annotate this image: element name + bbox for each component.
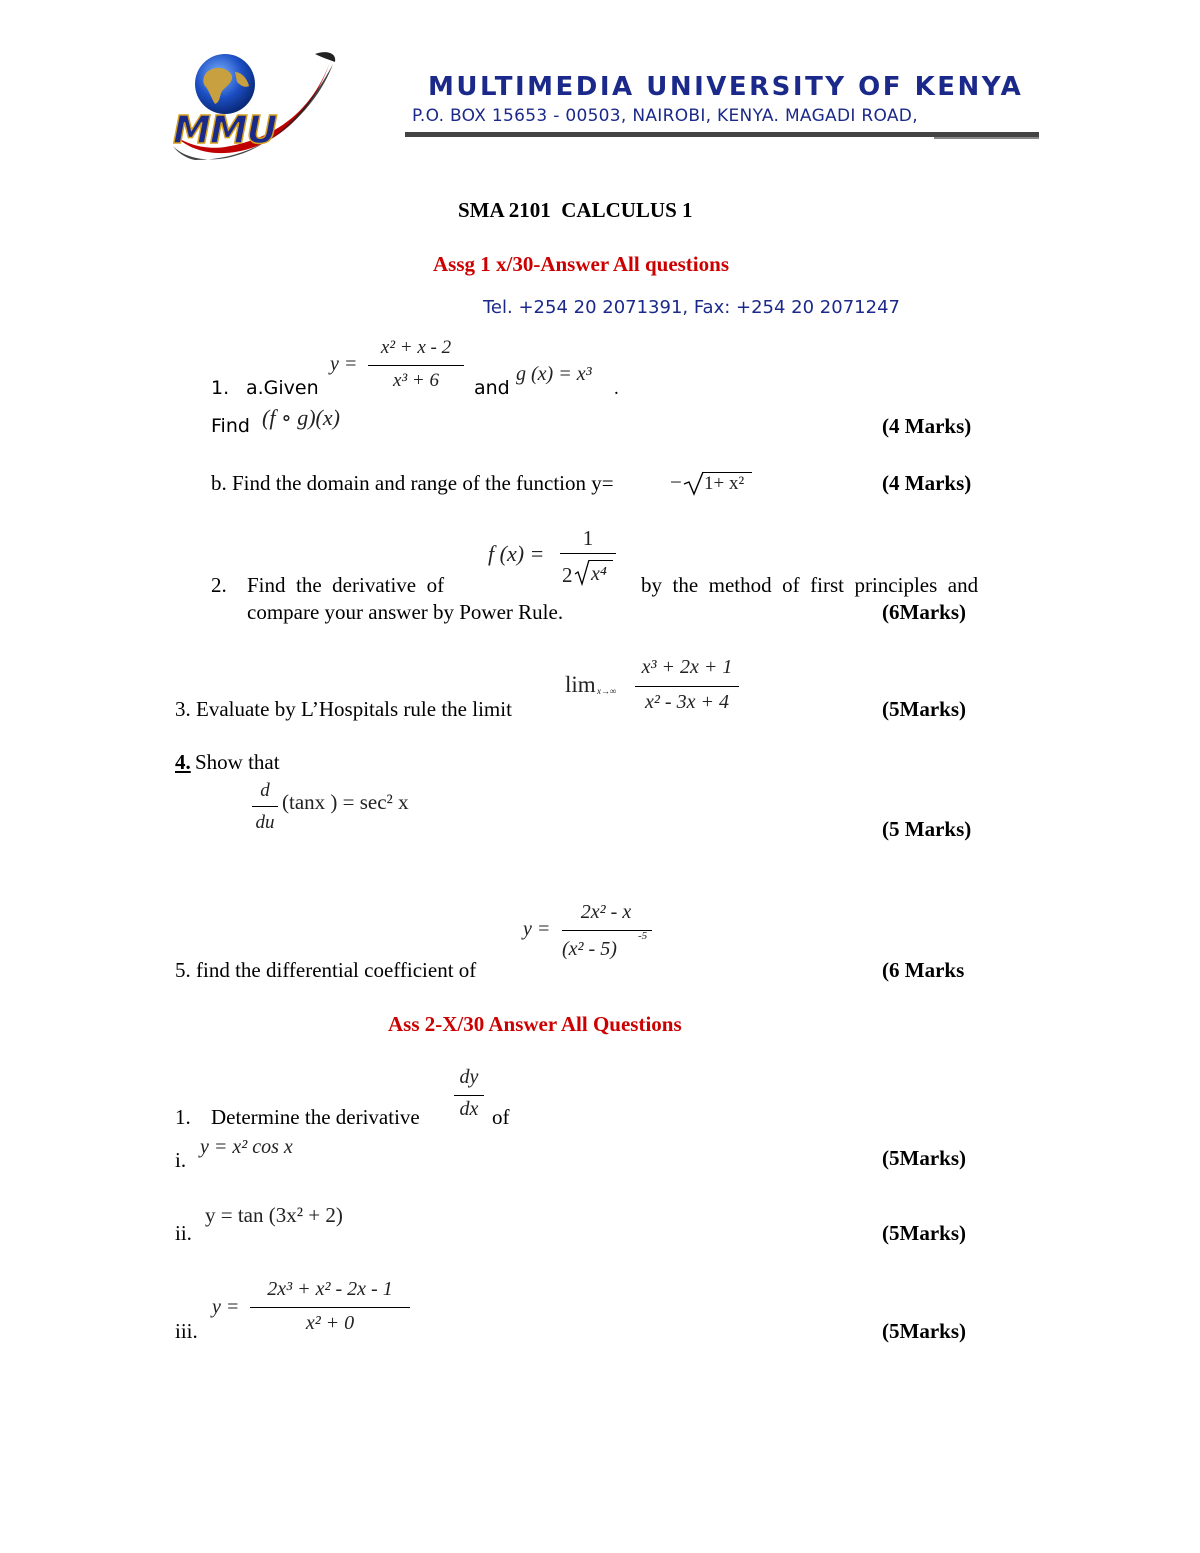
university-logo bbox=[165, 42, 345, 172]
q1a-y-eq: y = bbox=[330, 353, 358, 375]
q3-lim: lim bbox=[565, 672, 596, 697]
q4-marks: (5 Marks) bbox=[882, 817, 972, 841]
course-title: SMA 2101 CALCULUS 1 bbox=[458, 198, 693, 222]
q3-marks: (5Marks) bbox=[882, 697, 966, 721]
q1a-bar bbox=[368, 365, 464, 366]
q2-den-radicand: x⁴ bbox=[591, 563, 607, 585]
q1a-given: a.Given bbox=[246, 377, 319, 399]
q2-num: 1 bbox=[582, 526, 594, 550]
assignment2-title: Ass 2-X/30 Answer All Questions bbox=[388, 1012, 682, 1036]
contact-line: Tel. +254 20 2071391, Fax: +254 20 2071247 bbox=[483, 297, 900, 318]
q2-marks: (6Marks) bbox=[882, 600, 966, 624]
a2-q1-number: 1. bbox=[175, 1105, 191, 1129]
a2-item-iii-roman: iii. bbox=[175, 1319, 198, 1343]
q1a-marks: (4 Marks) bbox=[882, 414, 972, 438]
q3-text: 3. Evaluate by L’Hospitals rule the limit bbox=[175, 697, 512, 721]
q1b-radicand: 1+ x² bbox=[704, 473, 745, 494]
a2-item-i-marks: (5Marks) bbox=[882, 1146, 966, 1170]
q2-line2: compare your answer by Power Rule. bbox=[247, 600, 564, 624]
q3-num: x³ + 2x + 1 bbox=[641, 656, 733, 678]
q4-text: Show that bbox=[195, 750, 280, 774]
q3-den: x² - 3x + 4 bbox=[645, 691, 729, 713]
q4-d: d bbox=[260, 780, 270, 801]
a2-item-iii-num: 2x³ + x² - 2x - 1 bbox=[267, 1278, 393, 1300]
q2-fx: f (x) = bbox=[488, 541, 545, 566]
a2-q1-dx: dx bbox=[459, 1098, 479, 1120]
a2-item-iii-marks: (5Marks) bbox=[882, 1319, 966, 1343]
a2-q1-dy: dy bbox=[459, 1066, 479, 1088]
q5-den: (x² - 5) bbox=[562, 938, 617, 960]
logo-text: MMU bbox=[173, 108, 277, 152]
q2-bar bbox=[560, 553, 616, 554]
header-rule-shadow bbox=[934, 137, 1039, 139]
a2-item-iii-y-eq: y = bbox=[212, 1296, 240, 1318]
a2-item-i-roman: i. bbox=[175, 1148, 187, 1172]
q1a-and: and bbox=[474, 377, 510, 399]
a2-item-ii-expr: y = tan (3x² + 2) bbox=[205, 1203, 343, 1227]
q4-number: 4. bbox=[175, 750, 191, 774]
q1b-sqrt bbox=[683, 470, 705, 496]
q4-du: du bbox=[255, 812, 275, 833]
q2-line1-left: Find the derivative of bbox=[247, 573, 445, 597]
assignment1-title: Assg 1 x/30-Answer All questions bbox=[433, 252, 729, 276]
university-address: P.O. BOX 15653 - 00503, NAIROBI, KENYA. MAGADI ROAD, bbox=[412, 106, 918, 126]
q1b-text: b. Find the domain and range of the function y= bbox=[211, 471, 614, 495]
q5-text: 5. find the differential coefficient of bbox=[175, 958, 477, 982]
a2-item-i-expr: y = x² cos x bbox=[200, 1136, 293, 1158]
a2-item-iii-bar bbox=[250, 1307, 410, 1308]
q1a-num: x² + x - 2 bbox=[380, 337, 452, 358]
a2-q1-of: of bbox=[492, 1105, 510, 1129]
q2-den-coef: 2 bbox=[562, 563, 573, 587]
q4-bar bbox=[252, 806, 278, 807]
q2-den-sqrt-bar bbox=[589, 560, 613, 561]
q5-marks: (6 Marks bbox=[882, 958, 965, 982]
q5-y-eq: y = bbox=[523, 918, 551, 940]
a2-item-ii-roman: ii. bbox=[175, 1221, 192, 1245]
q1a-dot: . bbox=[614, 378, 619, 399]
a2-item-iii-den: x² + 0 bbox=[305, 1312, 355, 1334]
q1a-g: g (x) = x³ bbox=[516, 363, 592, 385]
q1b-marks: (4 Marks) bbox=[882, 471, 972, 495]
a2-q1-text: Determine the derivative bbox=[211, 1105, 420, 1129]
q2-line1-right: by the method of first principles and bbox=[641, 573, 979, 597]
q2-number: 2. bbox=[211, 573, 227, 597]
q3-lim-sub: x→∞ bbox=[597, 686, 617, 696]
q1a-fog: (f ∘ g)(x) bbox=[262, 405, 340, 430]
q5-den-exp: -5 bbox=[638, 930, 648, 942]
q4-expr: (tanx ) = sec² x bbox=[282, 790, 409, 814]
q3-bar bbox=[635, 686, 739, 687]
q1b-sign: − bbox=[670, 470, 682, 494]
a2-q1-bar bbox=[454, 1095, 484, 1096]
q1a-den: x³ + 6 bbox=[393, 370, 439, 391]
a2-item-ii-marks: (5Marks) bbox=[882, 1221, 966, 1245]
q2-den-sqrt bbox=[574, 558, 590, 586]
q1a-number: 1. bbox=[211, 377, 230, 399]
q5-num: 2x² - x bbox=[580, 901, 632, 923]
q1a-find: Find bbox=[211, 415, 250, 437]
university-name: MULTIMEDIA UNIVERSITY OF KENYA bbox=[428, 72, 1024, 102]
